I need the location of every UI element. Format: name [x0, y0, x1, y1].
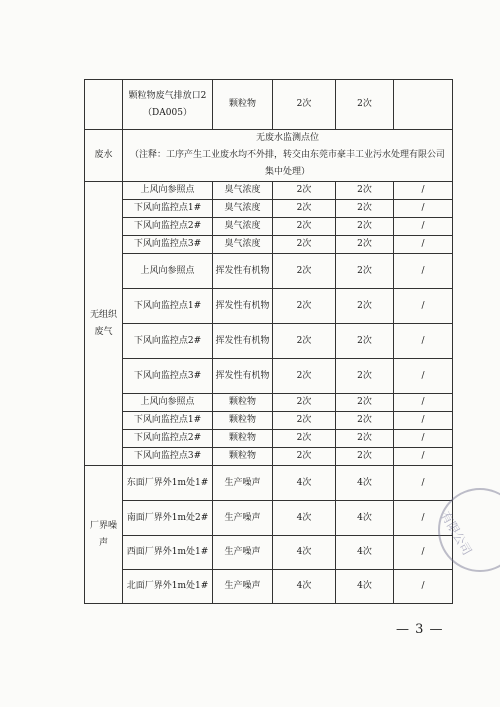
noise-section — [85, 466, 453, 604]
point-cell: 下风向监控点3# — [123, 359, 213, 394]
item-cell: 臭气浓度 — [213, 236, 273, 254]
remark-cell: / — [394, 218, 453, 236]
freq-cell: 2次 — [336, 412, 394, 430]
point-cell: 下风向监控点1# — [123, 412, 213, 430]
remark-cell: / — [394, 536, 453, 570]
wastewater-note-line2: （注释：工序产生工业废水均不外排，转交由东莞市豪丰工业污水处理有限公司集中处理） — [129, 150, 445, 177]
point-cell: 上风向参照点 — [123, 254, 213, 289]
fugitive-section — [85, 182, 453, 466]
remark-cell: / — [394, 570, 453, 604]
remark-cell: / — [394, 182, 453, 200]
item-cell: 颗粒物 — [213, 80, 273, 130]
freq-cell: 2次 — [336, 430, 394, 448]
point-cell: 下风向监控点3# — [123, 236, 213, 254]
table-row — [85, 430, 453, 448]
section-label: 废水 — [85, 130, 123, 182]
freq-cell: 2次 — [273, 218, 336, 236]
point-cell: 南面厂界外1m处2# — [123, 501, 213, 536]
remark-cell: / — [394, 324, 453, 359]
remark-cell: / — [394, 430, 453, 448]
freq-cell: 2次 — [336, 324, 394, 359]
freq-cell: 2次 — [273, 254, 336, 289]
table-row — [85, 324, 453, 359]
point-cell: 东面厂界外1m处1# — [123, 466, 213, 501]
company-seal-text: 有限公司 — [438, 509, 475, 558]
page-number: — 3 — — [396, 622, 444, 637]
freq-cell: 2次 — [336, 182, 394, 200]
freq-cell: 2次 — [273, 430, 336, 448]
freq-cell: 4次 — [336, 570, 394, 604]
monitoring-table — [84, 79, 453, 604]
table-row — [85, 254, 453, 289]
freq-cell: 4次 — [273, 536, 336, 570]
freq-cell: 2次 — [273, 359, 336, 394]
point-cell: 上风向参照点 — [123, 182, 213, 200]
freq-cell: 4次 — [273, 501, 336, 536]
table-row — [85, 466, 453, 501]
freq-cell: 2次 — [336, 289, 394, 324]
remark-cell — [394, 80, 453, 130]
freq-cell: 2次 — [273, 448, 336, 466]
point-cell: 北面厂界外1m处1# — [123, 570, 213, 604]
item-cell: 臭气浓度 — [213, 200, 273, 218]
freq-cell: 4次 — [273, 466, 336, 501]
point-cell: 西面厂界外1m处1# — [123, 536, 213, 570]
freq-cell: 2次 — [273, 324, 336, 359]
table-row — [85, 130, 453, 182]
table-row — [85, 536, 453, 570]
item-cell: 生产噪声 — [213, 536, 273, 570]
remark-cell: / — [394, 236, 453, 254]
wastewater-note-line1: 无废水监测点位 — [255, 133, 319, 143]
freq-cell: 2次 — [273, 394, 336, 412]
item-cell: 挥发性有机物 — [213, 289, 273, 324]
item-cell: 颗粒物 — [213, 394, 273, 412]
freq-cell: 4次 — [336, 536, 394, 570]
point-cell: 下风向监控点2# — [123, 324, 213, 359]
remark-cell: / — [394, 200, 453, 218]
freq-cell: 2次 — [336, 448, 394, 466]
table-row — [85, 200, 453, 218]
remark-cell: / — [394, 412, 453, 430]
freq-cell: 2次 — [273, 236, 336, 254]
item-cell: 臭气浓度 — [213, 182, 273, 200]
item-cell: 颗粒物 — [213, 412, 273, 430]
table-row — [85, 448, 453, 466]
table-row — [85, 289, 453, 324]
item-cell: 生产噪声 — [213, 501, 273, 536]
item-cell: 挥发性有机物 — [213, 359, 273, 394]
remark-cell: / — [394, 289, 453, 324]
item-cell: 挥发性有机物 — [213, 254, 273, 289]
point-cell: 下风向监控点2# — [123, 218, 213, 236]
freq-cell: 2次 — [273, 182, 336, 200]
wastewater-note — [123, 130, 453, 182]
point-cell: 下风向监控点1# — [123, 200, 213, 218]
freq-cell: 2次 — [273, 289, 336, 324]
freq-cell: 4次 — [336, 501, 394, 536]
section-label: 无组织废气 — [85, 182, 123, 466]
remark-cell: / — [394, 359, 453, 394]
table-row — [85, 570, 453, 604]
point-cell: 下风向监控点2# — [123, 430, 213, 448]
item-cell: 挥发性有机物 — [213, 324, 273, 359]
table-row — [85, 218, 453, 236]
table-row — [85, 412, 453, 430]
remark-cell: / — [394, 501, 453, 536]
freq-cell: 2次 — [336, 80, 394, 130]
freq-cell: 2次 — [273, 412, 336, 430]
table-row — [85, 359, 453, 394]
freq-cell: 2次 — [336, 200, 394, 218]
point-cell: 上风向参照点 — [123, 394, 213, 412]
table-row — [85, 80, 453, 130]
remark-cell: / — [394, 466, 453, 501]
section-label: 厂界噪声 — [85, 466, 123, 604]
freq-cell: 4次 — [273, 570, 336, 604]
freq-cell: 2次 — [336, 236, 394, 254]
freq-cell: 2次 — [273, 80, 336, 130]
freq-cell: 2次 — [273, 200, 336, 218]
freq-cell: 2次 — [336, 218, 394, 236]
item-cell: 颗粒物 — [213, 448, 273, 466]
table-row — [85, 182, 453, 200]
remark-cell: / — [394, 254, 453, 289]
freq-cell: 2次 — [336, 359, 394, 394]
freq-cell: 2次 — [336, 254, 394, 289]
table-row — [85, 501, 453, 536]
freq-cell: 4次 — [336, 466, 394, 501]
remark-cell: / — [394, 448, 453, 466]
item-cell: 生产噪声 — [213, 466, 273, 501]
table-row — [85, 394, 453, 412]
item-cell: 生产噪声 — [213, 570, 273, 604]
table-row — [85, 236, 453, 254]
item-cell: 臭气浓度 — [213, 218, 273, 236]
point-cell: 下风向监控点1# — [123, 289, 213, 324]
remark-cell: / — [394, 394, 453, 412]
point-cell: 颗粒物废气排放口2（DA005） — [123, 80, 213, 130]
item-cell: 颗粒物 — [213, 430, 273, 448]
freq-cell: 2次 — [336, 394, 394, 412]
point-cell: 下风向监控点3# — [123, 448, 213, 466]
section-cell — [85, 80, 123, 130]
